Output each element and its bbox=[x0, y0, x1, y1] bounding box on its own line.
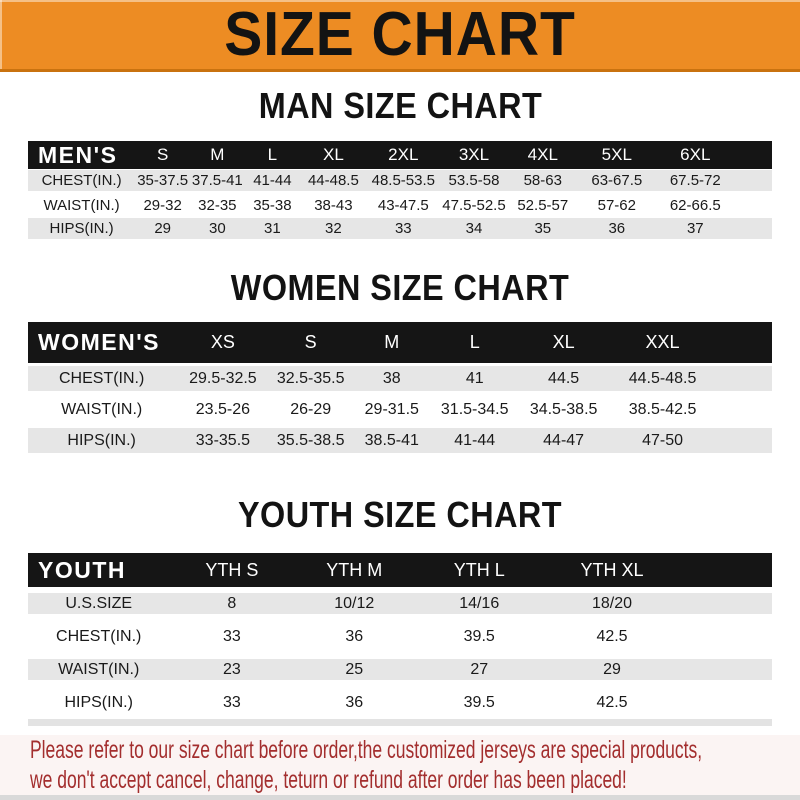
cell-value: 27 bbox=[414, 653, 544, 686]
cell-value: 38-43 bbox=[314, 196, 353, 214]
cell-value: 10/12 bbox=[294, 587, 414, 620]
row-label: WAIST(IN.) bbox=[61, 400, 143, 418]
column-header: 4XL bbox=[508, 141, 578, 169]
cell-value: 57-62 bbox=[597, 196, 636, 214]
filler-cell bbox=[715, 363, 772, 394]
filler-cell bbox=[735, 193, 772, 217]
table-corner-label: WOMEN'S bbox=[28, 322, 175, 363]
cell-value: 37.5-41 bbox=[190, 169, 244, 193]
cell-value: 44.5 bbox=[517, 363, 611, 394]
bottom-edge-strip bbox=[0, 795, 800, 800]
table-row bbox=[28, 620, 772, 653]
cell-value: 41-44 bbox=[433, 425, 517, 456]
column-header: 3XL bbox=[440, 141, 508, 169]
cell-value: 44.5-48.5 bbox=[610, 363, 714, 394]
column-header: XL bbox=[300, 141, 366, 169]
cell-value: 33 bbox=[222, 627, 241, 645]
cell-value: 67.5-72 bbox=[656, 169, 735, 193]
disclaimer-line-1: Please refer to our size chart before order,the customized jerseys are special products, bbox=[30, 736, 703, 764]
column-header: L bbox=[244, 141, 300, 169]
row-label: U.S.SIZE bbox=[28, 587, 169, 620]
filler-cell bbox=[715, 394, 772, 425]
cell-value: 35-38 bbox=[253, 196, 292, 214]
cell-value: 43-47.5 bbox=[377, 196, 429, 214]
cell-value: 31 bbox=[244, 217, 300, 241]
cell-value: 37 bbox=[656, 217, 735, 241]
cell-value: 48.5-53.5 bbox=[366, 169, 440, 193]
men-section-heading bbox=[0, 85, 800, 126]
cell-value: 26-29 bbox=[290, 400, 332, 418]
cell-value: 35 bbox=[508, 217, 578, 241]
cell-value: 42.5 bbox=[596, 627, 628, 645]
cell-value: 32-35 bbox=[198, 196, 237, 214]
cell-value: 47-50 bbox=[610, 425, 714, 456]
filler-cell bbox=[735, 217, 772, 241]
cell-value: 34.5-38.5 bbox=[529, 400, 598, 418]
column-header: L bbox=[433, 322, 517, 363]
banner bbox=[0, 0, 800, 72]
column-header: YTH S bbox=[169, 553, 294, 587]
youth-section-heading bbox=[0, 494, 800, 535]
cell-value: 14/16 bbox=[414, 587, 544, 620]
cell-value: 35.5-38.5 bbox=[271, 425, 351, 456]
cell-value: 47.5-52.5 bbox=[442, 196, 506, 214]
column-header: S bbox=[271, 322, 351, 363]
banner-title: SIZE CHART bbox=[224, 0, 576, 69]
cell-value: 18/20 bbox=[544, 587, 679, 620]
cell-value: 38.5-42.5 bbox=[628, 400, 697, 418]
women-section-heading-text: WOMEN SIZE CHART bbox=[230, 267, 570, 308]
cell-value: 33-35.5 bbox=[175, 425, 270, 456]
table-corner-label: YOUTH bbox=[28, 553, 169, 587]
header-row bbox=[28, 141, 772, 169]
cell-value: 8 bbox=[169, 587, 294, 620]
cell-value: 52.5-57 bbox=[517, 196, 569, 214]
filler-cell bbox=[715, 322, 772, 363]
column-header: YTH M bbox=[294, 553, 414, 587]
cell-value: 32 bbox=[300, 217, 366, 241]
table-row bbox=[28, 587, 772, 620]
cell-value: 44-47 bbox=[517, 425, 611, 456]
cell-value: 25 bbox=[294, 653, 414, 686]
cell-value: 29 bbox=[544, 653, 679, 686]
cell-value: 36 bbox=[345, 627, 364, 645]
column-header: 2XL bbox=[366, 141, 440, 169]
cell-value: 58-63 bbox=[508, 169, 578, 193]
filler-cell bbox=[715, 425, 772, 456]
table-row bbox=[28, 363, 772, 394]
column-header: M bbox=[190, 141, 244, 169]
youth-size-table bbox=[28, 553, 772, 719]
table-corner-label: MEN'S bbox=[28, 141, 135, 169]
table-row bbox=[28, 217, 772, 241]
column-header: 6XL bbox=[656, 141, 735, 169]
cell-value: 33 bbox=[366, 217, 440, 241]
cell-value: 29-31.5 bbox=[364, 400, 419, 418]
column-header: XXL bbox=[610, 322, 714, 363]
column-header: YTH L bbox=[414, 553, 544, 587]
row-label: HIPS(IN.) bbox=[28, 217, 135, 241]
youth-section-heading-text: YOUTH SIZE CHART bbox=[237, 494, 562, 535]
filler-cell bbox=[680, 553, 772, 587]
cell-value: 36 bbox=[578, 217, 656, 241]
cell-value: 38 bbox=[351, 363, 433, 394]
cell-value: 63-67.5 bbox=[578, 169, 656, 193]
cell-value: 33 bbox=[222, 693, 241, 711]
filler-cell bbox=[680, 686, 772, 719]
women-size-table bbox=[28, 322, 772, 456]
cell-value: 39.5 bbox=[463, 627, 495, 645]
cell-value: 31.5-34.5 bbox=[440, 400, 509, 418]
table-row bbox=[28, 653, 772, 686]
column-header: M bbox=[351, 322, 433, 363]
youth-table-bottom-strip bbox=[28, 719, 772, 726]
table-row bbox=[28, 686, 772, 719]
header-row bbox=[28, 322, 772, 363]
row-label: CHEST(IN.) bbox=[28, 363, 175, 394]
disclaimer-line-2: we don't accept cancel, change, teturn or refund after order has been placed! bbox=[30, 766, 627, 794]
filler-cell bbox=[735, 169, 772, 193]
cell-value: 39.5 bbox=[463, 693, 495, 711]
filler-cell bbox=[680, 653, 772, 686]
filler-cell bbox=[680, 620, 772, 653]
cell-value: 23 bbox=[169, 653, 294, 686]
cell-value: 29-32 bbox=[143, 196, 182, 214]
cell-value: 38.5-41 bbox=[351, 425, 433, 456]
cell-value: 32.5-35.5 bbox=[271, 363, 351, 394]
cell-value: 53.5-58 bbox=[440, 169, 508, 193]
table-row bbox=[28, 425, 772, 456]
table-row bbox=[28, 169, 772, 193]
filler-cell bbox=[735, 141, 772, 169]
cell-value: 30 bbox=[190, 217, 244, 241]
cell-value: 29 bbox=[135, 217, 190, 241]
cell-value: 41-44 bbox=[244, 169, 300, 193]
column-header: 5XL bbox=[578, 141, 656, 169]
cell-value: 41 bbox=[433, 363, 517, 394]
row-label: WAIST(IN.) bbox=[43, 196, 120, 214]
cell-value: 36 bbox=[345, 693, 364, 711]
cell-value: 29.5-32.5 bbox=[175, 363, 270, 394]
row-label: HIPS(IN.) bbox=[28, 425, 175, 456]
cell-value: 35-37.5 bbox=[135, 169, 190, 193]
row-label: CHEST(IN.) bbox=[28, 169, 135, 193]
men-size-table bbox=[28, 141, 772, 241]
cell-value: 44-48.5 bbox=[300, 169, 366, 193]
column-header: YTH XL bbox=[544, 553, 679, 587]
column-header: XL bbox=[517, 322, 611, 363]
row-label: HIPS(IN.) bbox=[64, 693, 133, 711]
filler-cell bbox=[680, 587, 772, 620]
row-label: WAIST(IN.) bbox=[28, 653, 169, 686]
cell-value: 23.5-26 bbox=[195, 400, 251, 418]
column-header: S bbox=[135, 141, 190, 169]
cell-value: 34 bbox=[440, 217, 508, 241]
cell-value: 62-66.5 bbox=[669, 196, 721, 214]
row-label: CHEST(IN.) bbox=[56, 627, 142, 645]
disclaimer bbox=[0, 735, 800, 795]
women-section-heading bbox=[0, 267, 800, 308]
cell-value: 42.5 bbox=[596, 693, 628, 711]
table-row bbox=[28, 394, 772, 425]
column-header: XS bbox=[175, 322, 270, 363]
men-section-heading-text: MAN SIZE CHART bbox=[258, 85, 542, 126]
header-row bbox=[28, 553, 772, 587]
table-row bbox=[28, 193, 772, 217]
